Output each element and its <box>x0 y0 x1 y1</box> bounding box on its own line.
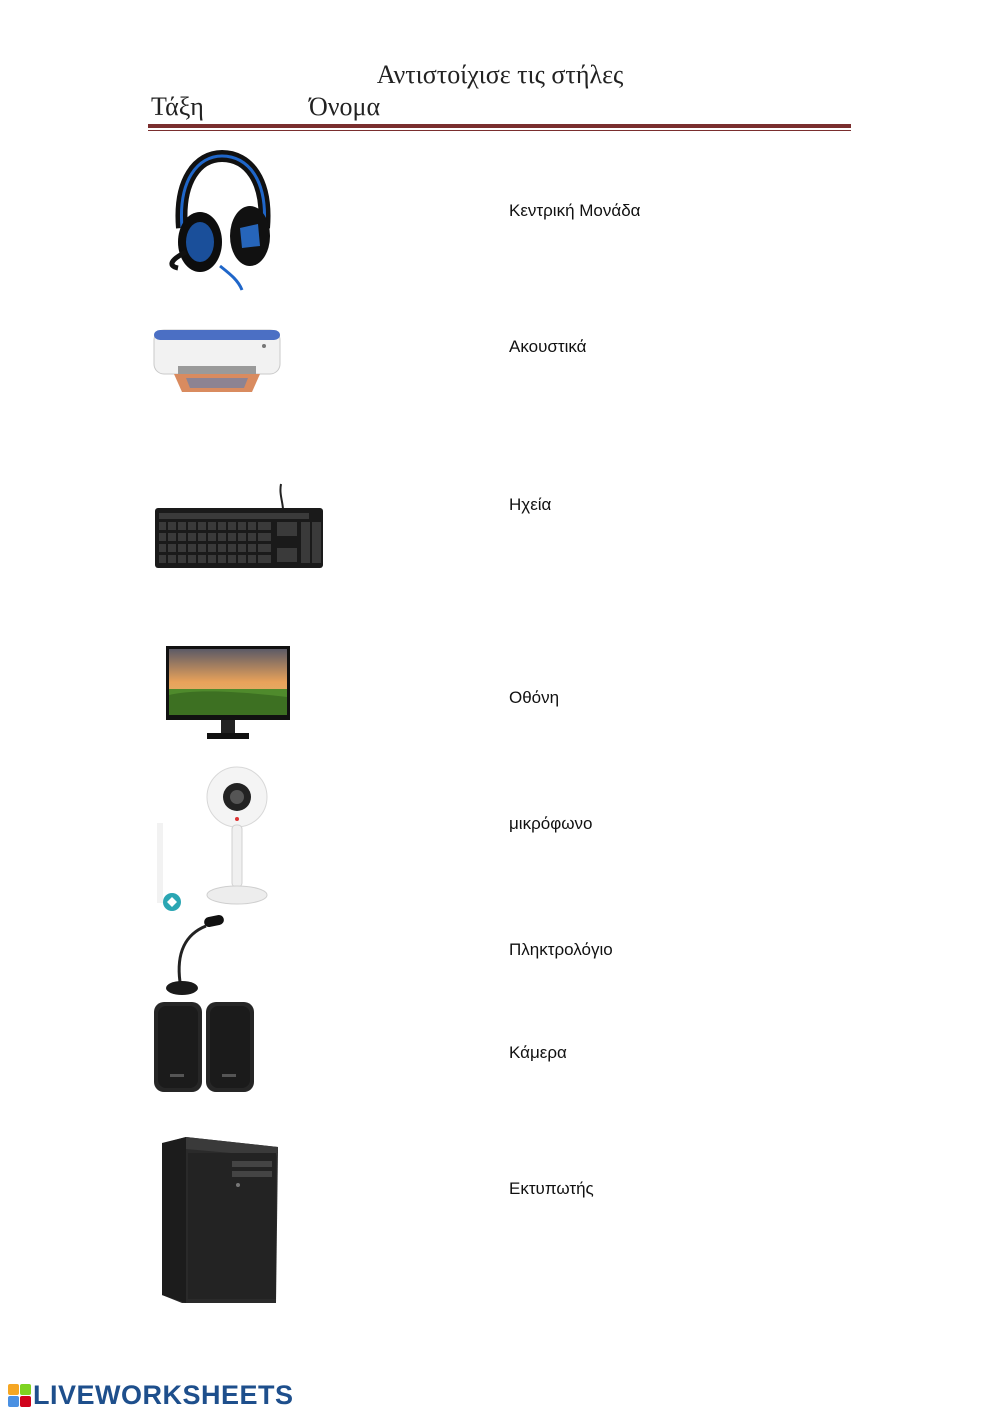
keyboard-icon[interactable] <box>153 482 325 570</box>
match-word-8[interactable]: Εκτυπωτής <box>509 1179 594 1198</box>
match-word-5[interactable]: μικρόφωνο <box>509 814 593 833</box>
speakers-icon[interactable] <box>152 1000 256 1094</box>
header-divider <box>148 124 851 128</box>
match-word-1[interactable]: Κεντρική Μονάδα <box>509 201 641 220</box>
headset-icon[interactable] <box>160 150 280 292</box>
logo-grid-icon <box>8 1384 31 1407</box>
liveworksheets-logo[interactable] <box>8 1378 294 1412</box>
match-word-6[interactable]: Πληκτρολόγιο <box>509 940 613 959</box>
column-header-class: Τάξη <box>151 92 204 121</box>
microphone-icon[interactable] <box>162 912 228 998</box>
webcam-icon[interactable] <box>155 765 275 917</box>
printer-icon[interactable] <box>152 326 282 396</box>
match-word-2[interactable]: Ακουστικά <box>509 337 587 356</box>
match-word-7[interactable]: Κάμερα <box>509 1043 567 1062</box>
brand-name: LIVEWORKSHEETS <box>33 1379 294 1410</box>
monitor-icon[interactable] <box>165 645 291 743</box>
column-header-name: Όνομα <box>309 92 381 121</box>
header-divider-thin <box>148 130 851 131</box>
worksheet-title: Αντιστοίχισε τις στήλες <box>376 60 624 89</box>
pc-tower-icon[interactable] <box>158 1135 282 1305</box>
match-word-4[interactable]: Οθόνη <box>509 688 560 707</box>
match-word-3[interactable]: Ηχεία <box>509 495 552 514</box>
